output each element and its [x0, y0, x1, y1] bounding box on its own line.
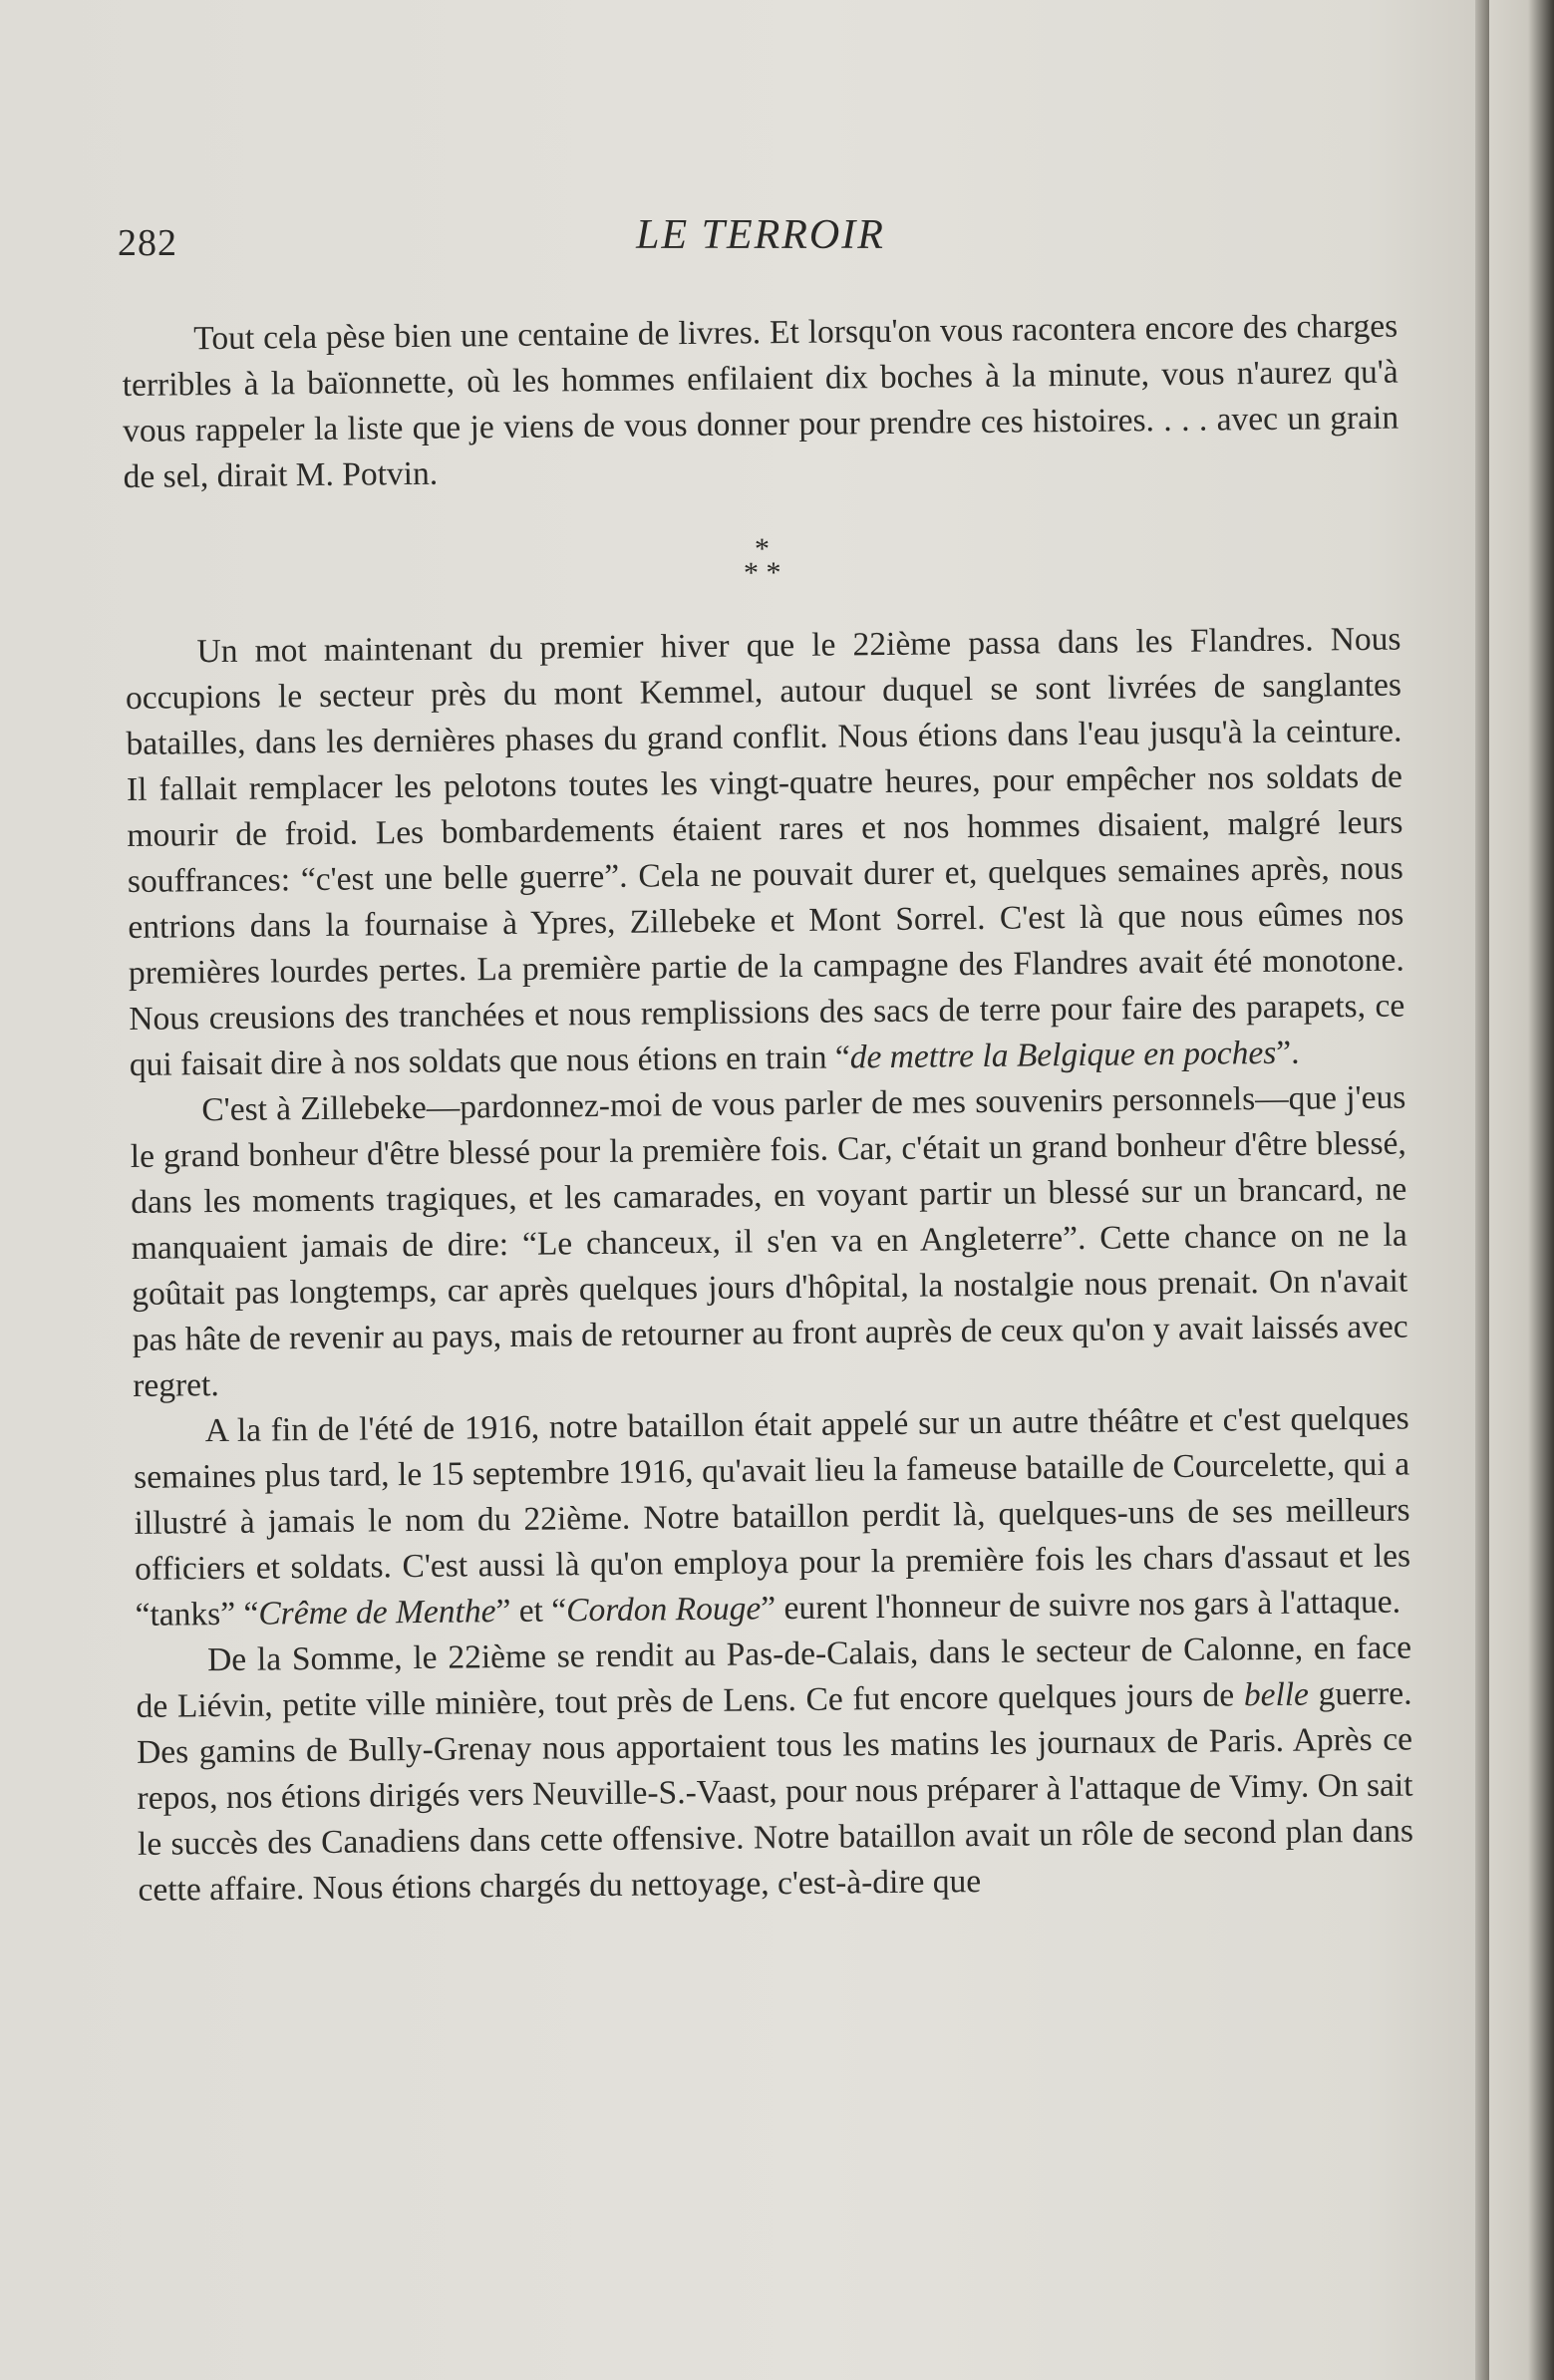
paragraph-4-italic-1: Crême de Menthe: [258, 1593, 496, 1633]
paragraph-5-italic: belle: [1243, 1675, 1310, 1714]
next-page-strip: [1489, 0, 1554, 2380]
asterism-bottom: * *: [743, 556, 781, 590]
paragraph-3: [130, 1075, 1408, 1409]
running-title: LE TERROIR: [636, 212, 885, 258]
paragraph-4-italic-2: Cordon Rouge: [565, 1590, 762, 1630]
asterism-separator: [124, 487, 1400, 596]
paragraph-4-end: ” eurent l'honneur de suivre nos gars à l'attaque.: [761, 1583, 1401, 1628]
paragraph-3-text: C'est à Zillebeke—pardonnez-moi de vous parler de mes souvenirs personnels—que j'eus le grand bonheur d'être blessé pour la première fois. Car, c'était un grand bonheur d'être blessé, dans les moments tragiques, et les camarades, en voyant partir un blessé sur un brancard, ne manquaient jamais de dire: “Le chanceux, il s'en va en Angleterre”. Cette chance on ne la goûtait pas longtemps, car après quelques jours d'hôpital, la nostalgie nous prenait. On n'avait pas hâte de revenir au pays, mais de retourner au front auprès de ceux qu'on y avait laissés avec regret.: [130, 1078, 1408, 1404]
page-body: [122, 304, 1414, 1914]
page-number: 282: [118, 222, 177, 264]
asterism-top: *: [754, 532, 771, 566]
page-edge-shadow: [1475, 0, 1489, 2380]
paragraph-2-text: Un mot maintenant du premier hiver que le 22ième passa dans les Flandres. Nous occupions le secteur près du mont Kemmel, autour duquel se sont livrées de sanglantes batailles, dans les dernières phases du grand conflit. Nous étions dans l'eau jusqu'à la ceinture. Il fallait remplacer les pelotons toutes les vingt-quatre heures, pour empêcher nos soldats de mourir de froid. Les bombardements étaient rares et nos hommes disaient, malgré leurs souffrances: “c'est une belle guerre”. Cela ne pouvait durer et, quelques semaines après, nous entrions dans la fournaise à Ypres, Zillebeke et Mont Sorrel. C'est là que nous eûmes nos premières lourdes pertes. La première partie de la campagne des Flandres avait été monotone. Nous creusions des tranchées et nous remplissions des sacs de terre pour faire des parapets, ce qui faisait dire à nos soldats que nous étions en train “: [125, 620, 1405, 1083]
paragraph-5-text: De la Somme, le 22ième se rendit au Pas-de-Calais, dans le secteur de Calonne, en face de Liévin, petite ville minière, tout près de Lens. Ce fut encore quelques jours de: [136, 1629, 1412, 1725]
paragraph-2: [125, 617, 1405, 1088]
paragraph-1: [122, 304, 1399, 500]
paragraph-2-italic: de mettre la Belgique en poches: [849, 1034, 1277, 1076]
paragraph-2-end: ”.: [1276, 1034, 1300, 1071]
paragraph-4-middle: ” et “: [495, 1592, 567, 1631]
paragraph-4-text: A la fin de l'été de 1916, notre bataillon était appelé sur un autre théâtre et c'est quelques semaines plus tard, le 15 septembre 1916, qu'avait lieu la fameuse bataille de Courcelette, qui a illustré à jamais le nom du 22ième. Notre bataillon perdit là, quelques-uns de ses meilleurs officiers et soldats. C'est aussi là qu'on employa pour la première fois les chars d'assaut et les “tanks” “: [134, 1399, 1411, 1634]
paragraph-1-text: Tout cela pèse bien une centaine de livres. Et lorsqu'on vous racontera encore des charges terribles à la baïonnette, où les hommes enfilaient dix boches à la minute, vous n'aurez qu'à vous rappeler la liste que je viens de vous donner pour prendre ces histoires. . . . avec un grain de sel, dirait M. Potvin.: [122, 307, 1399, 495]
paragraph-4: [133, 1396, 1410, 1638]
paragraph-5: [136, 1626, 1414, 1914]
page-header: [118, 209, 1403, 269]
paragraph-5-end: guerre. Des gamins de Bully-Grenay nous apportaient tous les matins les journaux de Paris. Après ce repos, nos étions dirigés vers Neuville-S.-Vaast, pour nous préparer à l'attaque de Vimy. On sait le succès des Canadiens dans cette offensive. Notre bataillon avait un rôle de second plan dans cette affaire. Nous étions chargés du nettoyage, c'est-à-dire que: [136, 1674, 1414, 1909]
